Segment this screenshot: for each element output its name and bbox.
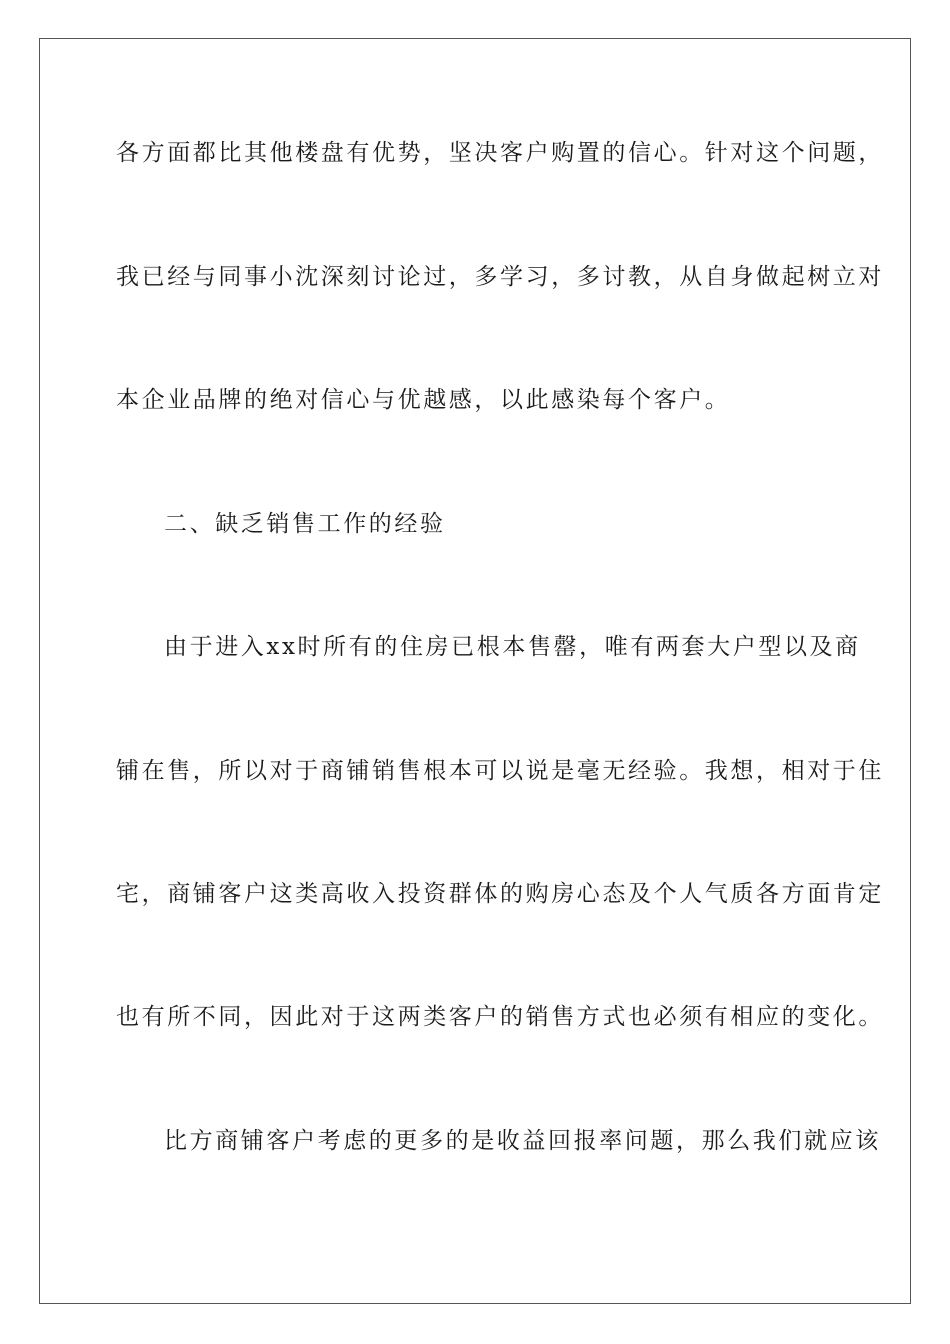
body-text-line: 也有所不同，因此对于这两类客户的销售方式也必须有相应的变化。 <box>116 1004 884 1030</box>
body-text-line: 宅，商铺客户这类高收入投资群体的购房心态及个人气质各方面肯定 <box>116 881 884 907</box>
paragraph-first-line: 由于进入xx时所有的住房已根本售罄，唯有两套大户型以及商 <box>164 634 861 660</box>
body-text-line: 我已经与同事小沈深刻讨论过，多学习，多讨教，从自身做起树立对 <box>116 264 884 290</box>
section-heading: 二、缺乏销售工作的经验 <box>164 511 446 537</box>
body-text-line: 铺在售，所以对于商铺销售根本可以说是毫无经验。我想，相对于住 <box>116 758 884 784</box>
paragraph-first-line: 比方商铺客户考虑的更多的是收益回报率问题，那么我们就应该 <box>164 1128 881 1154</box>
body-text-line: 各方面都比其他楼盘有优势，坚决客户购置的信心。针对这个问题， <box>116 140 884 166</box>
body-text-line: 本企业品牌的绝对信心与优越感，以此感染每个客户。 <box>116 387 731 413</box>
page-border <box>39 38 911 1304</box>
